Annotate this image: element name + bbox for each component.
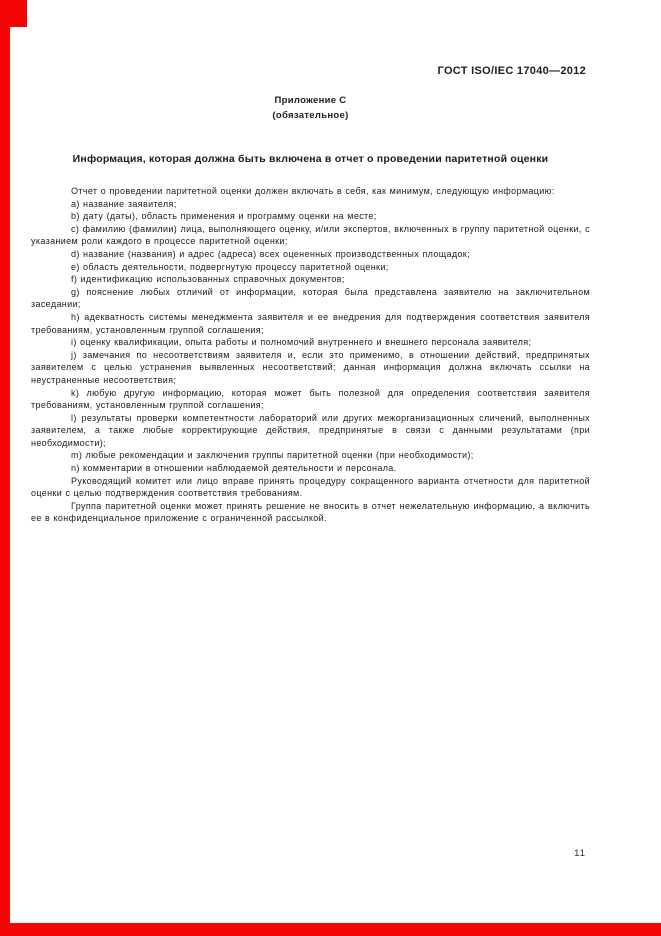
- paragraph: g) пояснение любых отличий от информации, которая была представлена заявителю на заключительном заседании;: [31, 286, 590, 310]
- annex-type: (обязательное): [272, 110, 349, 121]
- paragraph: k) любую другую информацию, которая может быть полезной для определения соответствия заявителя требованиям, установленным группой соглашения;: [31, 387, 590, 411]
- document-header-standard-number: ГОСТ ISO/IEC 17040—2012: [437, 65, 586, 77]
- paragraph: Отчет о проведении паритетной оценки должен включать в себя, как минимум, следующую информацию:: [71, 186, 555, 196]
- paragraph: l) результаты проверки компетентности лабораторий или других межорганизационных сличений, выполненных заявителем, а также любые корректирующие действия, предпринятые в связи с данными результатами (при необходимости);: [31, 412, 590, 448]
- paragraph: d) название (названия) и адрес (адреса) всех оцененных производственных площадок;: [71, 248, 470, 259]
- page-title: Информация, которая должна быть включена в отчет о проведении паритетной оценки: [72, 153, 549, 165]
- paragraph: b) дату (даты), область применения и программу оценки на месте;: [71, 211, 377, 222]
- paragraph: h) адекватность системы менеджмента заявителя и ее внедрения для подтверждения соответствия заявителя требованиям, установленным группой соглашения;: [31, 311, 590, 335]
- paragraph: n) комментарии в отношении наблюдаемой деятельности и персонала.: [71, 463, 397, 474]
- paragraph: c) фамилию (фамилии) лица, выполняющего оценку, и/или экспертов, включенных в группу паритетной оценки, с указанием роли каждого в процессе паритетной оценки;: [31, 223, 590, 247]
- paragraph: e) область деятельности, подвергнутую процессу паритетной оценки;: [71, 261, 389, 272]
- paragraph: Руководящий комитет или лицо вправе принять процедуру сокращенного варианта отчетности для паритетной оценки с целью подтверждения соответствия требованиям.: [31, 475, 590, 499]
- paragraph: f) идентификацию использованных справочных документов;: [71, 274, 345, 285]
- scan-mark-bottom-edge: [0, 923, 661, 936]
- paragraph: a) название заявителя;: [71, 198, 177, 209]
- annex-label: Приложение С: [274, 95, 347, 106]
- page-number: 11: [574, 848, 586, 859]
- annex-block: [31, 93, 590, 123]
- scan-mark-left-edge: [0, 27, 10, 936]
- paragraph: m) любые рекомендации и заключения группы паритетной оценки (при необходимости);: [71, 450, 474, 461]
- body-paragraphs: [31, 185, 590, 525]
- paragraph: Группа паритетной оценки может принять решение не вносить в отчет нежелательную информацию, а включить ее в конфиденциальное приложение с ограниченной рассылкой.: [31, 500, 590, 524]
- paragraph: i) оценку квалификации, опыта работы и полномочий внутреннего и внешнего персонала заявителя;: [71, 337, 532, 348]
- paragraph: j) замечания по несоответствиям заявителя и, если это применимо, в отношении действий, предпринятых заявителем с целью устранения выявленных несоответствий; данная информация должна включать ссылки на неустраненные несоответствия;: [31, 349, 590, 385]
- scan-mark-corner: [0, 0, 27, 27]
